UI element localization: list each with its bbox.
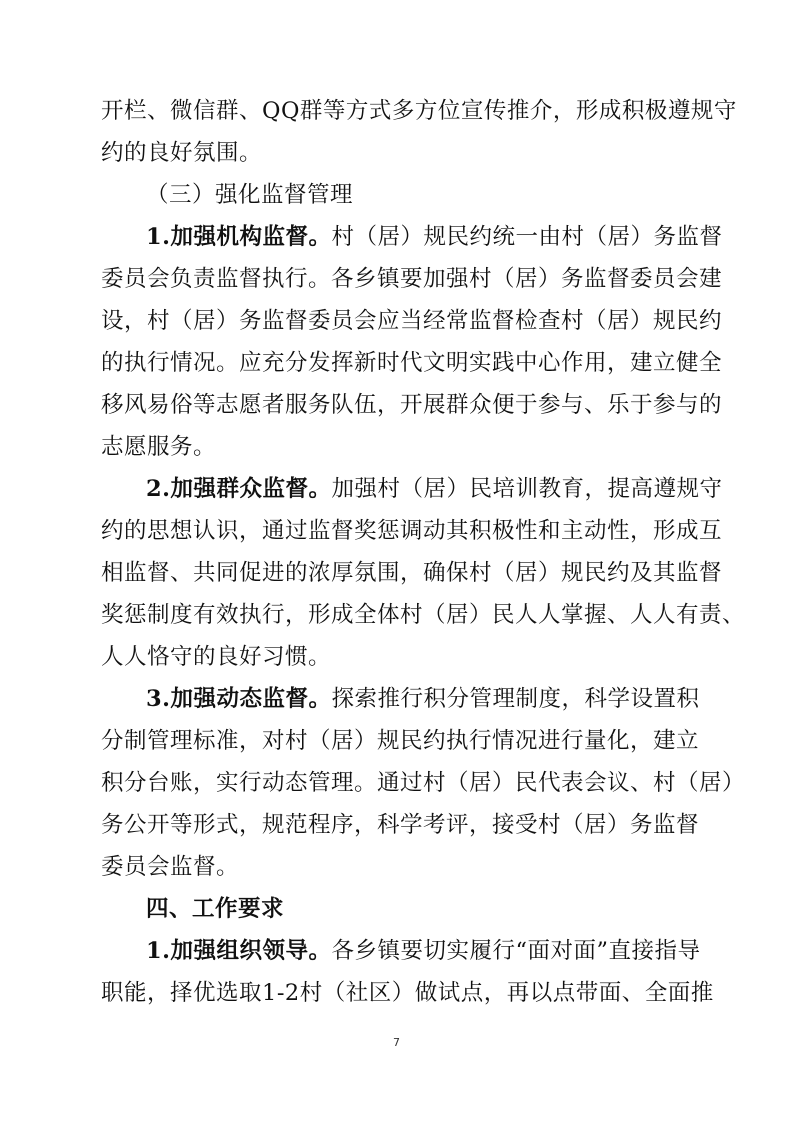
- paragraph-public-supervision: [101, 468, 746, 678]
- text-line: [101, 678, 700, 720]
- text-line: 约的良好氛围。: [101, 140, 263, 166]
- paragraph-lead: 1.加强组织领导。: [146, 938, 332, 964]
- text-line: 相监督、共同促进的浓厚氛围，确保村（居）规民约及其监督: [101, 560, 723, 586]
- heading-text: （三）强化监督管理: [146, 182, 354, 208]
- paragraph-dynamic-supervision: [101, 678, 746, 888]
- text-line: 奖惩制度有效执行，形成全体村（居）民人人掌握、人人有责、: [101, 602, 746, 628]
- text-line: 开栏、微信群、QQ群等方式多方位宣传推介，形成积极遵规守: [101, 98, 737, 124]
- paragraph-lead: 3.加强动态监督。: [146, 686, 332, 712]
- text-run: 各乡镇要切实履行“面对面”直接指导: [331, 938, 701, 964]
- text-line: [101, 216, 723, 258]
- body-text: [101, 90, 746, 1014]
- page-number: 7: [393, 1036, 400, 1049]
- section-heading: [101, 888, 681, 930]
- text-run: 村（居）规民约统一由村（居）务监督: [331, 224, 723, 250]
- heading-text: 四、工作要求: [146, 896, 285, 922]
- text-line: 委员会负责监督执行。各乡镇要加强村（居）务监督委员会建: [101, 266, 723, 292]
- paragraph-publicity-continuation: [101, 90, 737, 174]
- text-line: 设，村（居）务监督委员会应当经常监督检查村（居）规民约: [101, 308, 723, 334]
- text-line: 约的思想认识，通过监督奖惩调动其积极性和主动性，形成互: [101, 518, 723, 544]
- text-line: 志愿服务。: [101, 434, 217, 460]
- text-line: 委员会监督。: [101, 854, 240, 880]
- text-line: 职能，择优选取1-2村（社区）做试点，再以点带面、全面推: [101, 980, 714, 1006]
- text-line: 的执行情况。应充分发挥新时代文明实践中心作用，建立健全: [101, 350, 723, 376]
- paragraph-institutional-supervision: [101, 216, 723, 468]
- text-line: [101, 468, 723, 510]
- text-line: 务公开等形式，规范程序，科学考评，接受村（居）务监督: [101, 812, 700, 838]
- text-line: 人人恪守的良好习惯。: [101, 644, 332, 670]
- text-line: 移风易俗等志愿者服务队伍，开展群众便于参与、乐于参与的: [101, 392, 723, 418]
- paragraph-lead: 2.加强群众监督。: [146, 476, 332, 502]
- paragraph-lead: 1.加强机构监督。: [146, 224, 332, 250]
- text-line: 积分台账，实行动态管理。通过村（居）民代表会议、村（居）: [101, 770, 746, 796]
- subsection-heading: [101, 174, 681, 216]
- text-run: 加强村（居）民培训教育，提高遵规守: [331, 476, 723, 502]
- text-line: [101, 930, 701, 972]
- text-run: 探索推行积分管理制度，科学设置积: [331, 686, 700, 712]
- text-line: 分制管理标准，对村（居）规民约执行情况进行量化，建立: [101, 728, 700, 754]
- paragraph-organizational-leadership: [101, 930, 714, 1014]
